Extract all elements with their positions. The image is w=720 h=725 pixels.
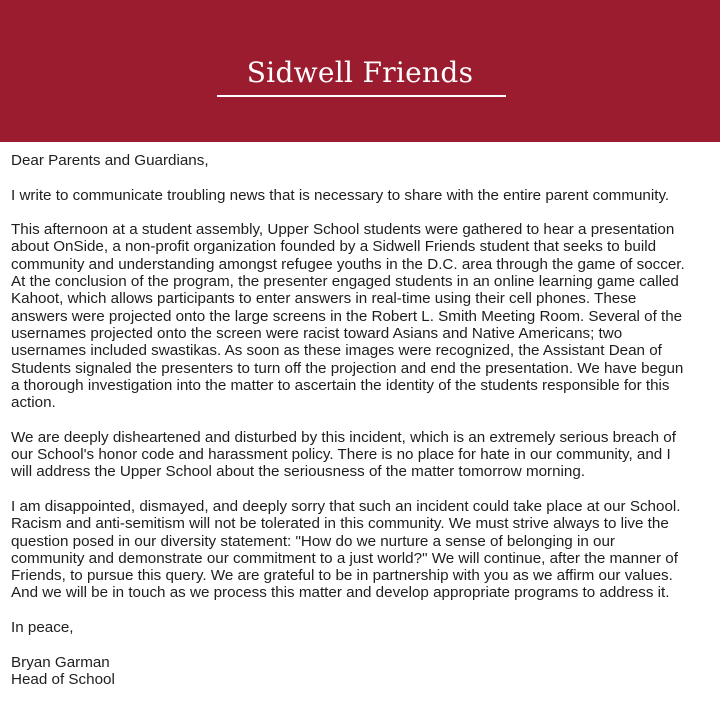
header-banner <box>0 0 720 142</box>
signature-title: Head of School <box>11 670 115 688</box>
closing: In peace, <box>11 619 74 637</box>
header-divider <box>217 95 506 97</box>
school-name-title: Sidwell Friends <box>246 56 474 89</box>
letter-body <box>11 152 711 688</box>
paragraph-values: I am disappointed, dismayed, and deeply sorry that such an incident could take place at our School. Racism and anti-semitism will not be tolerated in this community. We must strive always to live the question posed in our diversity statement: "How do we nurture a sense of belonging in our community and demonstrate our commitment to a just world?" We will continue, after the manner of Friends, to pursue this query. We are grateful to be in partnership with you as we affirm our values. And we will be in touch as we process this matter and develop appropriate programs to address it. <box>11 497 681 602</box>
paragraph-incident: This afternoon at a student assembly, Upper School students were gathered to hear a presentation about OnSide, a non-profit organization founded by a Sidwell Friends student that seeks to build community and understanding amongst refugee youths in the D.C. area through the game of soccer. At the conclusion of the program, the presenter engaged students in an online learning game called Kahoot, which allows participants to enter answers in real-time using their cell phones. These answers were projected onto the large screens in the Robert L. Smith Meeting Room. Several of the usernames projected onto the screen were racist toward Asians and Native Americans; two usernames included swastikas. As soon as these images were recognized, the Assistant Dean of Students signaled the presenters to turn off the projection and end the presentation. We have begun a thorough investigation into the matter to ascertain the identity of the students responsible for this action. <box>11 221 685 412</box>
signature-name: Bryan Garman <box>11 653 110 671</box>
paragraph-intro: I write to communicate troubling news that is necessary to share with the entire parent community. <box>11 186 670 204</box>
paragraph-response: We are deeply disheartened and disturbed by this incident, which is an extremely serious breach of our School's honor code and harassment policy. There is no place for hate in our community, and I will address the Upper School about the seriousness of the matter tomorrow morning. <box>11 428 676 481</box>
salutation: Dear Parents and Guardians, <box>11 152 209 169</box>
